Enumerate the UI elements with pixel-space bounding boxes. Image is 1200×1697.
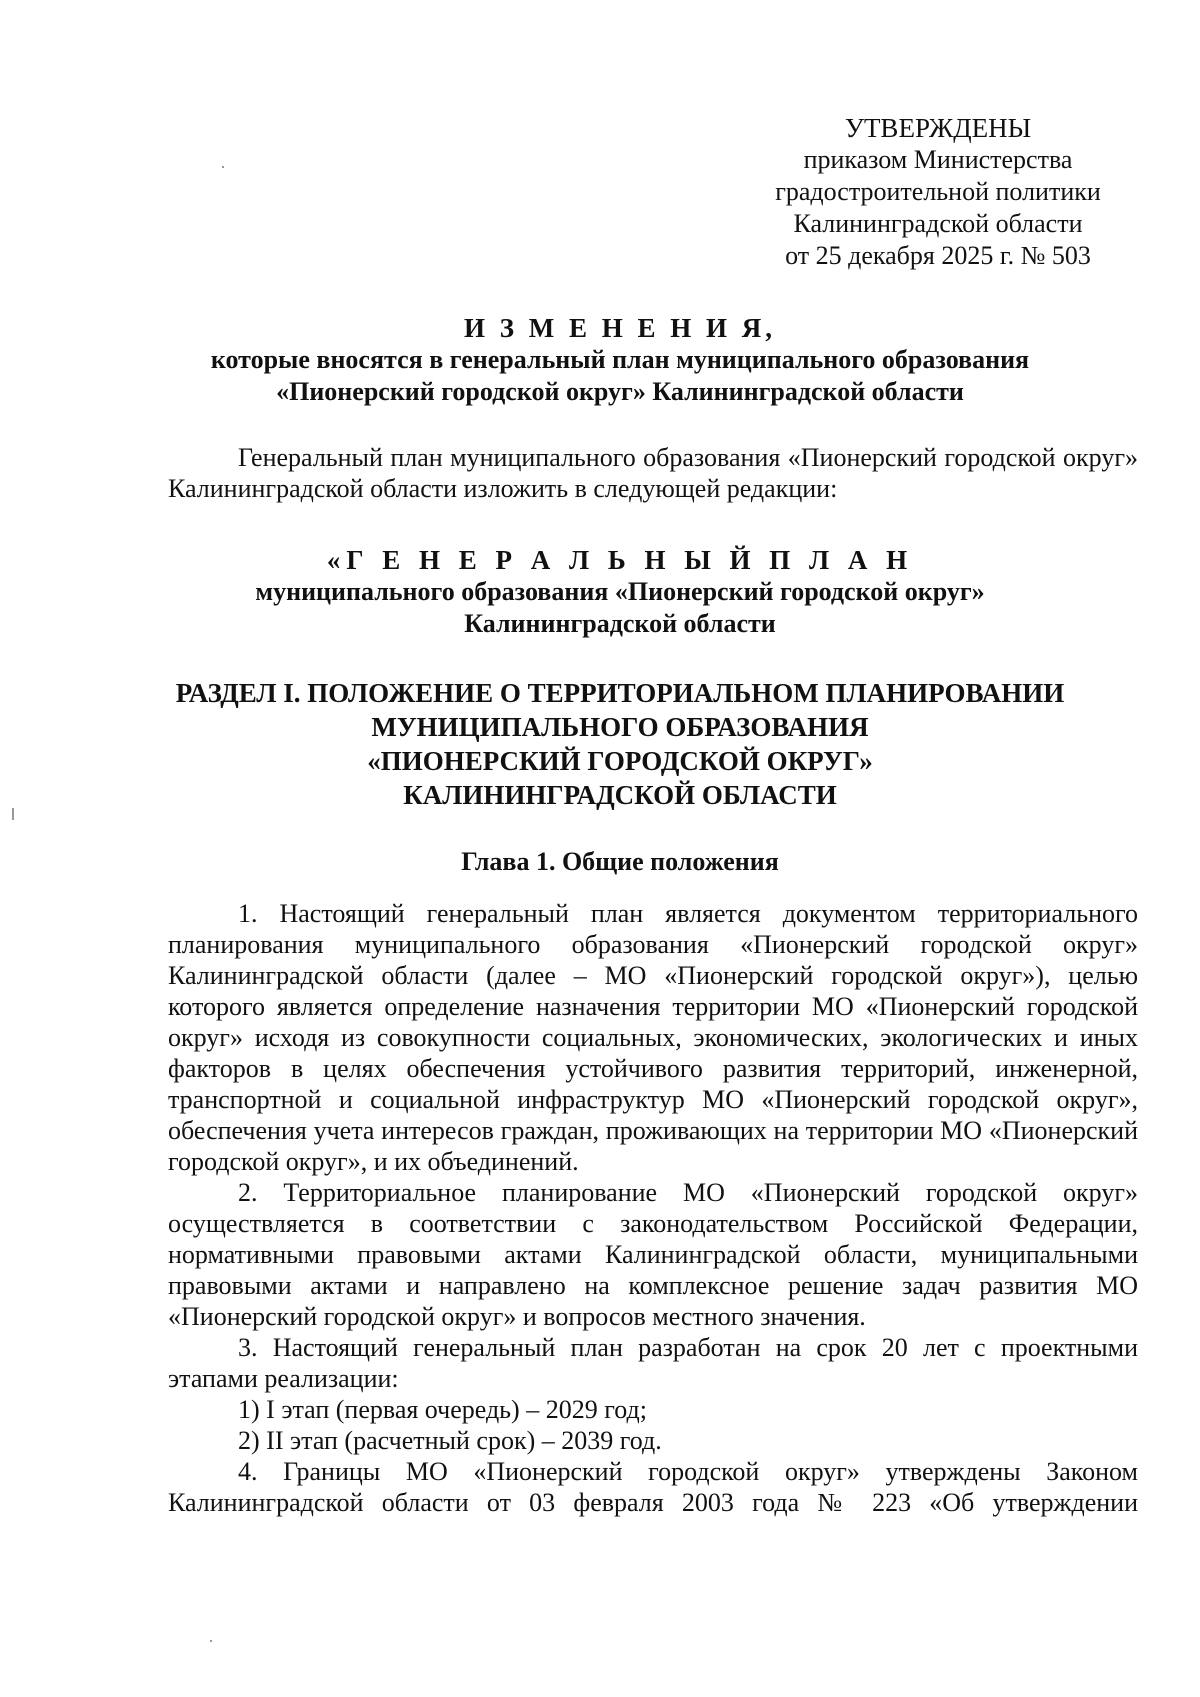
plan-subtitle-line: Калининградской области [464,609,776,638]
paragraph-4: 4. Границы МО «Пионерский городской округ» утверждены Законом Калининградской области от 03 февраля 2003 года № 223 «Об утверждении [168,1457,1138,1517]
list-item: 2) II этап (расчетный срок) – 2039 год. [238,1426,662,1455]
changes-subtitle-line: которые вносятся в генеральный план муниципального образования [210,345,1030,374]
scan-speck [12,808,14,820]
plan-heading-block [150,544,1090,640]
intro-paragraph: Генеральный план муниципального образования «Пионерский городской округ» Калининградской области изложить в следующей редакции: [168,443,1138,503]
section-heading-block [150,676,1090,812]
scan-speck [222,166,224,168]
main-text-block [168,898,1138,1518]
list-item: 1) I этап (первая очередь) – 2029 год; [238,1395,647,1424]
paragraph-2: 2. Территориальное планирование МО «Пионерский городской округ» осуществляется в соответствии с законодательством Российской Федерации, нормативными правовыми актами Калининградской области, муниципальными правовыми актами и направлено на комплексное решение задач развития МО «Пионерский городской округ» и вопросов местного значения. [168,1178,1138,1331]
section-heading-line: МУНИЦИПАЛЬНОГО ОБРАЗОВАНИЯ [371,712,869,742]
paragraph-1: 1. Настоящий генеральный план является документом территориального планирования муниципального образования «Пионерский городской округ» Калининградской области (далее – МО «Пионерский городской округ»), целью которого является определение назначения территории МО «Пионерский городской округ» исходя из совокупности социальных, экономических, экологических и иных факторов в целях обеспечения устойчивого развития территорий, инженерной, транспортной и социальной инфраструктур МО «Пионерский городской округ», обеспечения учета интересов граждан, проживающих на территории МО «Пионерский городской округ», и их объединений. [168,899,1138,1176]
section-heading-line: «ПИОНЕРСКИЙ ГОРОДСКОЙ ОКРУГ» [367,746,873,776]
intro-paragraph-block [168,442,1138,504]
section-heading-line: РАЗДЕЛ I. ПОЛОЖЕНИЕ О ТЕРРИТОРИАЛЬНОМ ПЛАНИРОВАНИИ [175,678,1065,708]
paragraph-3: 3. Настоящий генеральный план разработан на срок 20 лет с проектными этапами реализации: [168,1333,1138,1393]
approval-line: Калининградской области [793,209,1083,238]
plan-heading: «Г Е Н Е Р А Л Ь Н Ы Й П Л А Н [326,545,914,575]
chapter-title: Глава 1. Общие положения [461,847,779,876]
approval-block [748,112,1128,272]
changes-subtitle-line: «Пионерский городской округ» Калининградской области [276,377,964,406]
section-heading-line: КАЛИНИНГРАДСКОЙ ОБЛАСТИ [403,780,837,810]
changes-heading: И З М Е Н Е Н И Я, [463,313,776,343]
approval-line: приказом Министерства [803,145,1073,174]
scan-speck [210,1640,212,1642]
plan-subtitle-line: муниципального образования «Пионерский городской округ» [255,577,985,606]
approval-line: градостроительной политики [775,177,1101,206]
approval-line: от 25 декабря 2025 г. № 503 [785,241,1091,270]
changes-heading-block [150,312,1090,408]
approval-title: УТВЕРЖДЕНЫ [844,113,1032,143]
